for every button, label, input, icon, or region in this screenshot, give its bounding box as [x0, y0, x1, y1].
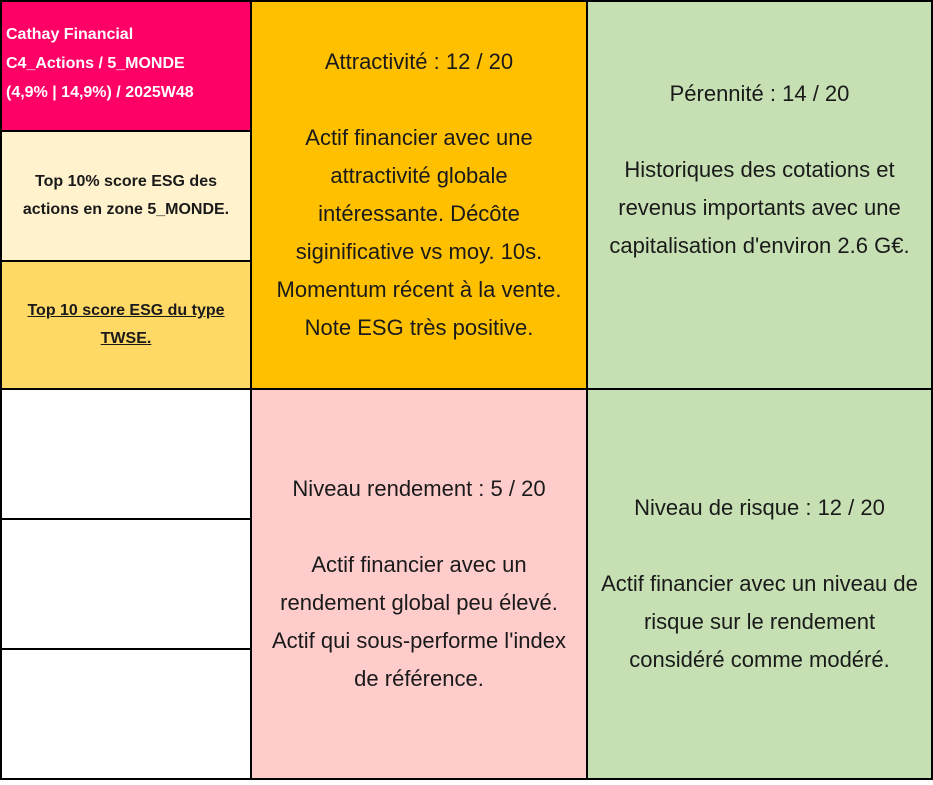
rendement-cell [250, 388, 588, 780]
asset-category: C4_Actions / 5_MONDE [6, 55, 185, 72]
rendement-title: Niveau rendement : 5 / 20 [292, 476, 546, 501]
risque-title: Niveau de risque : 12 / 20 [634, 495, 885, 520]
esg-top10pct-line1: Top 10% score ESG des [35, 173, 217, 190]
empty-cell [0, 388, 252, 520]
asset-range-week: (4,9% | 14,9%) / 2025W48 [6, 84, 194, 101]
attractivite-text-line: intéressante. Décôte [318, 201, 520, 226]
rendement-text-line: Actif qui sous-performe l'index [272, 628, 566, 653]
esg-top10type-cell [0, 260, 252, 390]
esg-top10type-line1: Top 10 score ESG du type [27, 302, 225, 319]
attractivite-text-line: attractivité globale [330, 163, 508, 188]
asset-name: Cathay Financial [6, 26, 134, 43]
perennite-text-line: Historiques des cotations et [624, 157, 895, 182]
attractivite-text-line: Note ESG très positive. [304, 315, 534, 340]
attractivite-cell [250, 0, 588, 390]
perennite-text-line: capitalisation d'environ 2.6 G€. [609, 233, 910, 258]
attractivite-title: Attractivité : 12 / 20 [324, 49, 514, 74]
attractivite-text-line: siginificative vs moy. 10s. [295, 239, 543, 264]
rendement-text-line: de référence. [354, 666, 484, 691]
risque-text-line: considéré comme modéré. [629, 647, 890, 672]
rendement-text-line: rendement global peu élevé. [280, 590, 558, 615]
risque-text-line: risque sur le rendement [643, 609, 876, 634]
esg-top10pct-line2: actions en zone 5_MONDE. [22, 201, 230, 218]
empty-cell [0, 518, 252, 650]
perennite-text-line: revenus importants avec une [618, 195, 901, 220]
rendement-text-line: Actif financier avec un [311, 552, 527, 577]
risque-text-line: Actif financier avec un niveau de [601, 571, 918, 596]
perennite-title: Pérennité : 14 / 20 [669, 81, 850, 106]
attractivite-text-line: Momentum récent à la vente. [276, 277, 562, 302]
risque-cell [586, 388, 933, 780]
asset-header-cell [0, 0, 252, 132]
esg-top10type-line2: TWSE. [100, 330, 152, 347]
empty-cell [0, 648, 252, 780]
attractivite-text-line: Actif financier avec une [305, 125, 533, 150]
perennite-cell [586, 0, 933, 390]
esg-top10pct-cell [0, 130, 252, 262]
